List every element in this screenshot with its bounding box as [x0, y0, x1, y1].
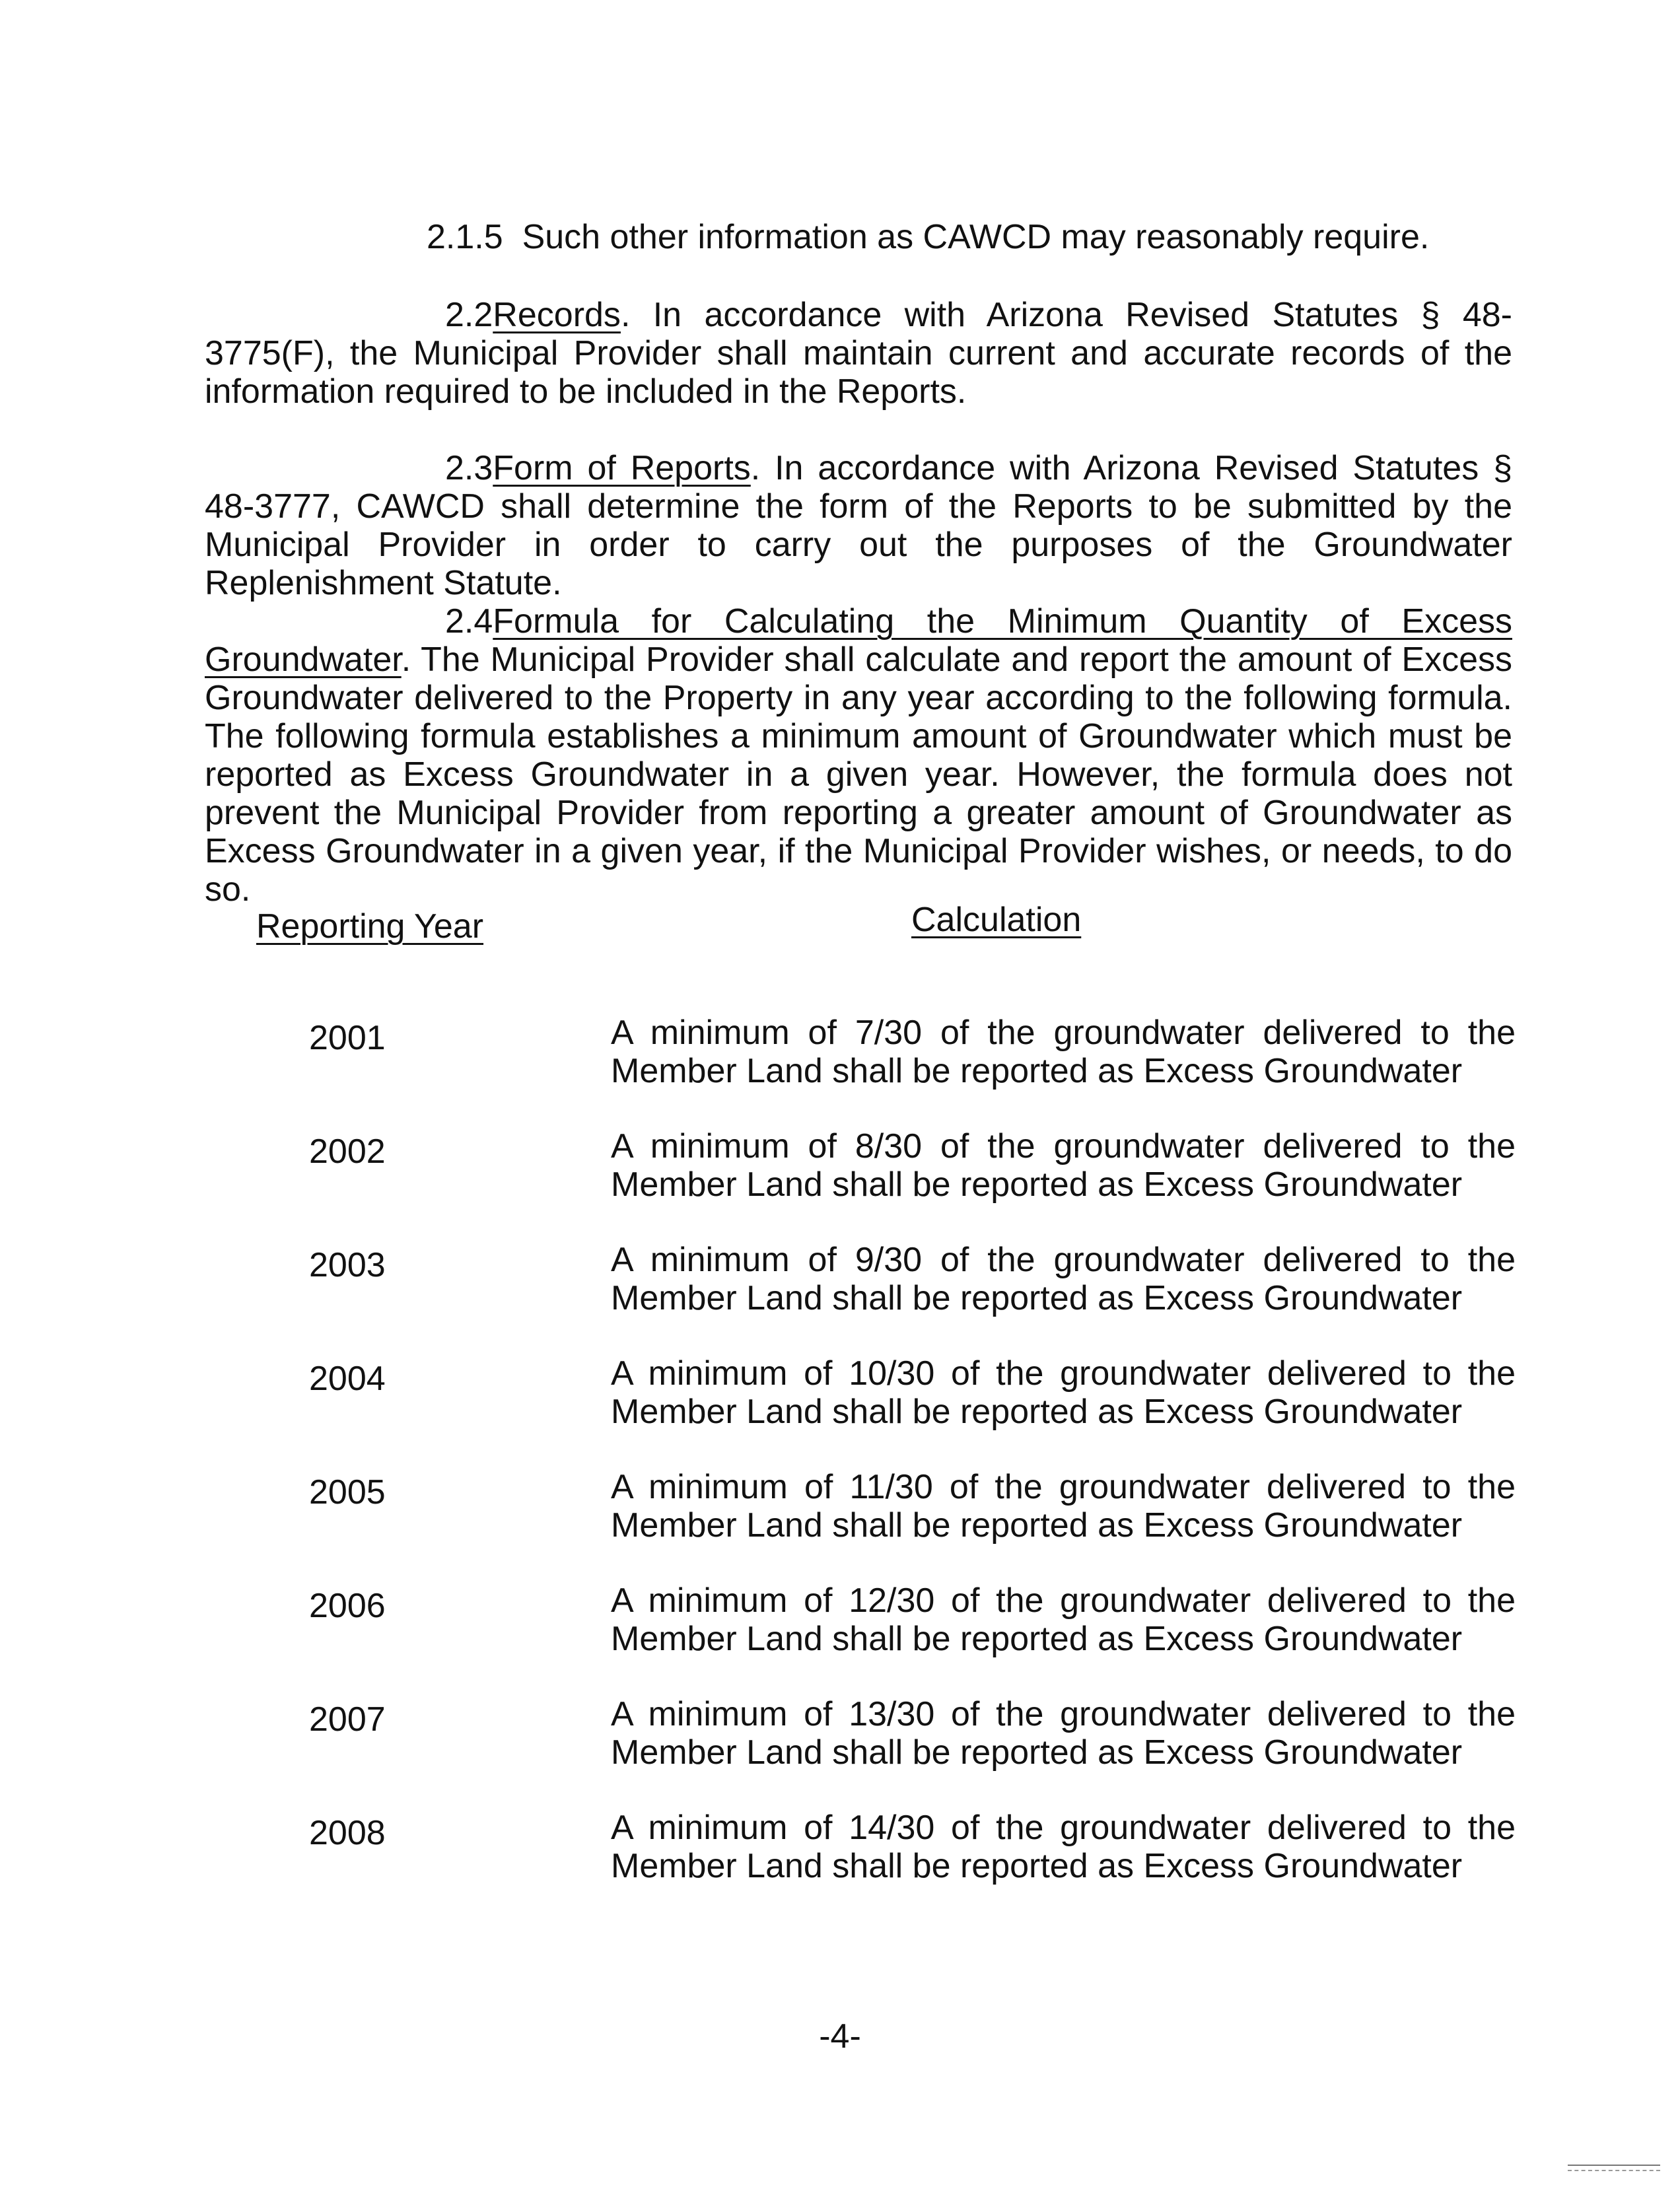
item-2-2-number: 2.2	[445, 296, 493, 334]
reporting-year: 2006	[309, 1587, 386, 1625]
table-row	[0, 1695, 1680, 1774]
table-row	[0, 1127, 1680, 1206]
calculation-text: A minimum of 10/30 of the groundwater delivered to the Member Land shall be reported as Excess Groundwater	[611, 1354, 1516, 1431]
calculation-text: A minimum of 11/30 of the groundwater delivered to the Member Land shall be reported as Excess Groundwater	[611, 1468, 1516, 1545]
reporting-year: 2001	[309, 1019, 386, 1057]
item-2-3-text: . In accordance with Arizona Revised Statutes § 48-3777, CAWCD shall determine the form of the Reports to be submitted by the Municipal Provider in order to carry out the purposes of the Groundwater Replenishment Statute.	[205, 449, 1512, 602]
calculation-header: Calculation	[911, 901, 1082, 939]
reporting-year: 2003	[309, 1246, 386, 1284]
item-2-2-heading: Records	[493, 296, 621, 334]
page-number: -4-	[819, 2017, 861, 2056]
reporting-year: 2004	[309, 1360, 386, 1398]
table-row	[0, 1468, 1680, 1547]
calculation-text: A minimum of 13/30 of the groundwater delivered to the Member Land shall be reported as Excess Groundwater	[611, 1695, 1516, 1772]
reporting-year: 2007	[309, 1700, 386, 1739]
table-row	[0, 1809, 1680, 1888]
item-2-4-number: 2.4	[445, 602, 493, 641]
item-2-4-paragraph	[205, 602, 1512, 909]
reporting-year: 2008	[309, 1814, 386, 1852]
item-2-1-5-text: Such other information as CAWCD may reasonably require.	[522, 218, 1430, 256]
table-row	[0, 1014, 1680, 1093]
item-2-3-number: 2.3	[445, 449, 493, 487]
item-2-2-text: . In accordance with Arizona Revised Statutes § 48-3775(F), the Municipal Provider shall maintain current and accurate records of the information required to be included in the Reports.	[205, 296, 1512, 411]
item-2-3-paragraph	[205, 449, 1512, 602]
reporting-year: 2005	[309, 1473, 386, 1511]
calculation-text: A minimum of 8/30 of the groundwater delivered to the Member Land shall be reported as Excess Groundwater	[611, 1127, 1516, 1204]
item-2-1-5-number: 2.1.5	[427, 218, 503, 256]
calculation-text: A minimum of 7/30 of the groundwater delivered to the Member Land shall be reported as Excess Groundwater	[611, 1014, 1516, 1090]
item-2-2-paragraph	[205, 296, 1512, 411]
reporting-year-header: Reporting Year	[256, 907, 484, 946]
table-row	[0, 1241, 1680, 1320]
table-row	[0, 1354, 1680, 1434]
item-2-4-text: . The Municipal Provider shall calculate and report the amount of Excess Groundwater delivered to the Property in any year according to the following formula. The following formula establishes a minimum amount of Groundwater which must be reported as Excess Groundwater in a given year. However, the formula does not prevent the Municipal Provider from reporting a greater amount of Groundwater as Excess Groundwater in a given year, if the Municipal Provider wishes, or needs, to do so.	[205, 641, 1512, 909]
item-2-4-heading: Formula for Calculating the Minimum Quantity of Excess Groundwater	[205, 602, 1512, 679]
calculation-text: A minimum of 12/30 of the groundwater delivered to the Member Land shall be reported as Excess Groundwater	[611, 1581, 1516, 1658]
scan-edge-mark	[1568, 2165, 1660, 2171]
calculation-text: A minimum of 9/30 of the groundwater delivered to the Member Land shall be reported as Excess Groundwater	[611, 1241, 1516, 1317]
reporting-year: 2002	[309, 1132, 386, 1171]
item-2-3-heading: Form of Reports	[493, 449, 751, 487]
table-row	[0, 1581, 1680, 1661]
calculation-text: A minimum of 14/30 of the groundwater delivered to the Member Land shall be reported as Excess Groundwater	[611, 1809, 1516, 1885]
item-2-1-5	[427, 218, 1429, 256]
